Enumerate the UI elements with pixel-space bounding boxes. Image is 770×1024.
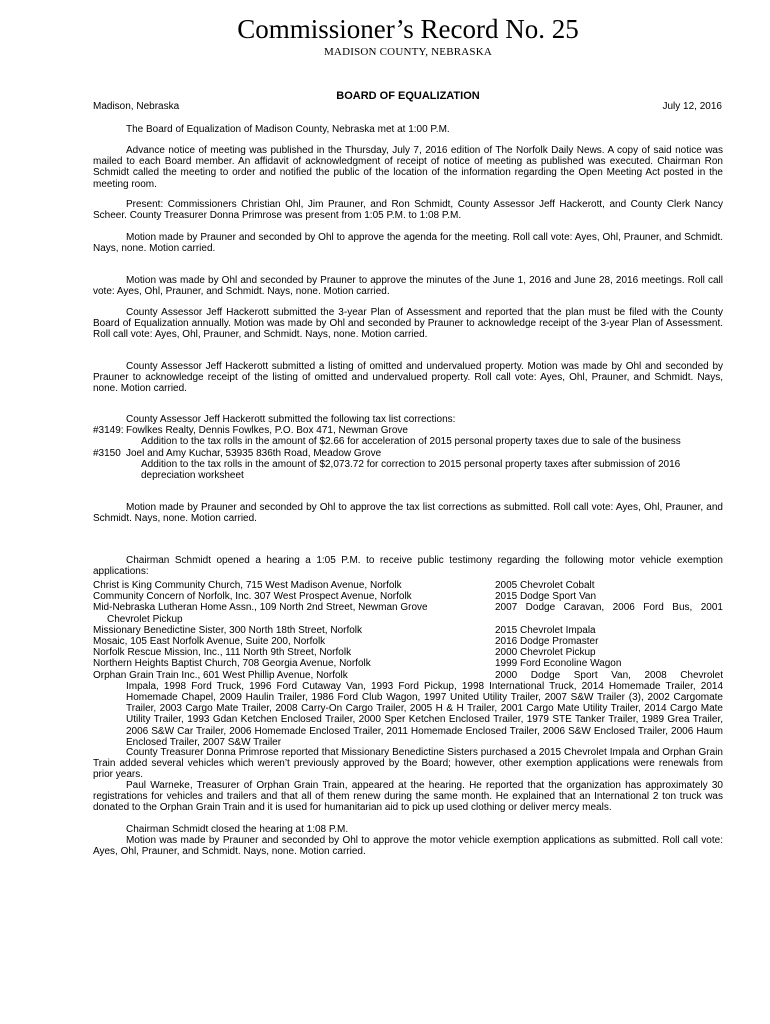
applicant-vehicles: 2005 Chevrolet Cobalt xyxy=(495,580,595,591)
list-item xyxy=(93,647,723,658)
list-item xyxy=(93,602,723,613)
correction-name: Joel and Amy Kuchar, 53935 836th Road, Meadow Grove xyxy=(126,447,382,459)
paragraph-text: Advance notice of meeting was published in the Thursday, July 7, 2016 edition of The Norfolk Daily News. A copy of said notice was mailed to each Board member. An affidavit of acknowledgment of receipt of notice of meeting as published was executed. Chairman Ron Schmidt called the meeting to order and notified the public of the location of the information regarding the Open Meeting Act posted in the meeting room. xyxy=(93,145,723,190)
applicant-name: Orphan Grain Train Inc., 601 West Phillip Avenue, Norfolk xyxy=(93,669,348,681)
paragraph-meeting-time xyxy=(93,124,723,135)
paragraph-plan-of-assessment xyxy=(93,307,723,341)
paragraph-agenda-motion xyxy=(93,232,723,254)
paragraph-text: Paul Warneke, Treasurer of Orphan Grain Train, appeared at the hearing. He reported that the organization has approximately 30 registrations for vehicles and trailers and that all of them renew during the same month. He explained that an International 2 ton truck was donated to the Orphan Grain Train and it is used for humanitarian aid to pick up used clothing or deliver mercy meals. xyxy=(93,780,723,814)
correction-number: #3149: xyxy=(93,425,124,437)
meeting-location: Madison, Nebraska xyxy=(93,101,180,112)
list-item xyxy=(93,625,723,636)
paragraph-minutes-motion xyxy=(93,275,723,297)
paragraph-text: County Treasurer Donna Primrose reported that Missionary Benedictine Sisters purchased a 2015 Chevrolet Impala and Orphan Grain Train added several vehicles which weren’t previously approved by the Board; however, other exemption applications were renewals from prior years. xyxy=(93,747,723,781)
paragraph-advance-notice xyxy=(93,145,723,190)
list-item xyxy=(93,670,723,681)
applicant-name: Community Concern of Norfolk, Inc. 307 West Prospect Avenue, Norfolk xyxy=(93,591,412,603)
paragraph-text: The Board of Equalization of Madison County, Nebraska met at 1:00 P.M. xyxy=(126,124,450,135)
paragraph-text: County Assessor Jeff Hackerott submitted a listing of omitted and undervalued property. Motion was made by Ohl and seconded by Prauner to acknowledge receipt of the listing of omitted and undervalued property. Roll call vote: Ayes, Ohl, Prauner, and Schmidt. Nays, none. Motion carried. xyxy=(93,361,723,395)
applicant-name: Missionary Benedictine Sister, 300 North 18th Street, Norfolk xyxy=(93,624,363,636)
applicant-vehicles: 2000 Dodge Sport Van, 2008 Chevrolet xyxy=(495,669,723,681)
tax-corrections-section xyxy=(93,414,723,481)
county-subtitle: MADISON COUNTY, NEBRASKA xyxy=(323,46,493,58)
correction-description: Addition to the tax rolls in the amount of $2,073.72 for correction to 2015 personal property taxes after submission of 2016 depreciation worksheet xyxy=(141,458,681,481)
list-item-continuation: Chevrolet Pickup xyxy=(107,613,183,625)
tax-correction-header xyxy=(93,425,723,436)
paragraph-text: County Assessor Jeff Hackerott submitted the following tax list corrections: xyxy=(126,414,456,425)
dateline xyxy=(93,101,723,113)
paragraph-treasurer-report xyxy=(93,747,723,781)
applicant-vehicles: 2015 Chevrolet Impala xyxy=(495,624,596,636)
correction-name: Fowlkes Realty, Dennis Fowlkes, P.O. Box 471, Newman Grove xyxy=(126,425,408,437)
applicant-name: Christ is King Community Church, 715 West Madison Avenue, Norfolk xyxy=(93,580,402,591)
applicant-vehicles-continued: Impala, 1998 Ford Truck, 1996 Ford Cutaway Van, 1993 Ford Pickup, 1998 International Truck, 2014 Homemade Trailer, 2014 Homemade Chapel, 2009 Haulin Trailer, 1986 Ford Club Wagon, 1997 United Utility Trailer, 2007 S&W Trailer (3), 2002 Cargomate Trailer, 2003 Cargo Mate Trailer, 2008 Carry-On Cargo Trailer, 2005 H & H Trailer, 2001 Cargo Mate Utility Trailer, 2014 Cargo Mate Utility Trailer, 1993 Gdan Ketchen Enclosed Trailer, 2000 Sper Ketchen Enclosed Trailer, 1979 STE Tanker Trailer, 1989 Grea Trailer, 2006 S&W Car Trailer, 2006 Homemade Enclosed Trailer, 2011 Homemade Enclosed Trailer, 2006 S&W Enclosed Trailer, 2006 Haum Enclosed Trailer, 2007 S&W Trailer xyxy=(126,680,723,748)
applicant-vehicles: 2000 Chevrolet Pickup xyxy=(495,647,596,659)
paragraph-text: Chairman Schmidt opened a hearing a 1:05 P.M. to receive public testimony regarding the following motor vehicle exemption applications: xyxy=(93,555,723,578)
list-item xyxy=(93,658,723,669)
tax-correction-header xyxy=(93,448,723,459)
applicant-name: Norfolk Rescue Mission, Inc., 111 North 9th Street, Norfolk xyxy=(93,647,352,659)
paragraph-hearing-opened xyxy=(93,555,723,577)
applicant-vehicles: 2007 Dodge Caravan, 2006 Ford Bus, 2001 xyxy=(495,602,723,614)
applicant-vehicles: 1999 Ford Econoline Wagon xyxy=(495,658,622,670)
paragraph-text: Motion made by Prauner and seconded by Ohl to approve the agenda for the meeting. Roll call vote: Ayes, Ohl, Prauner, and Schmidt. Nays, none. Motion carried. xyxy=(93,232,723,255)
page-title: Commissioner’s Record No. 25 xyxy=(237,14,579,44)
paragraph-omitted-property xyxy=(93,361,723,395)
paragraph-warneke-testimony xyxy=(93,780,723,814)
paragraph-text: Motion made by Prauner and seconded by Ohl to approve the tax list corrections as submitted. Roll call vote: Ayes, Ohl, Prauner, and Schmidt. Nays, none. Motion carried. xyxy=(93,502,723,525)
list-item xyxy=(93,591,723,602)
applicant-vehicles: 2016 Dodge Promaster xyxy=(495,635,599,647)
section-heading: BOARD OF EQUALIZATION xyxy=(336,90,480,102)
applicant-vehicles: 2015 Dodge Sport Van xyxy=(495,591,597,603)
meeting-date: July 12, 2016 xyxy=(662,101,722,112)
correction-number: #3150 xyxy=(93,447,121,459)
paragraph-hearing-closed xyxy=(93,824,723,858)
paragraph-tax-corrections-motion xyxy=(93,502,723,524)
applicant-name: Northern Heights Baptist Church, 708 Georgia Avenue, Norfolk xyxy=(93,658,371,670)
applicant-name: Mid-Nebraska Lutheran Home Assn., 109 North 2nd Street, Newman Grove xyxy=(93,602,428,614)
paragraph-present xyxy=(93,199,723,221)
paragraph-text: Motion was made by Prauner and seconded by Ohl to approve the motor vehicle exemption applications as submitted. Roll call vote: Ayes, Ohl, Prauner, and Schmidt. Nays, none. Motion carried. xyxy=(93,835,723,858)
list-item xyxy=(93,636,723,647)
paragraph-text: Present: Commissioners Christian Ohl, Jim Prauner, and Ron Schmidt, County Assessor Jeff Hackerott, and County Clerk Nancy Scheer. County Treasurer Donna Primrose was present from 1:05 P.M. to 1:08 P.M. xyxy=(93,199,723,222)
paragraph-text: County Assessor Jeff Hackerott submitted the 3-year Plan of Assessment and reported that the plan must be filed with the County Board of Equalization annually. Motion was made by Ohl and seconded by Prauner to acknowledge receipt of the 3-year Plan of Assessment. Roll call vote: Ayes, Ohl, Prauner, and Schmidt. Nays, none. Motion carried. xyxy=(93,307,723,341)
vehicle-exemption-list xyxy=(93,580,723,748)
paragraph-text: Motion was made by Ohl and seconded by Prauner to approve the minutes of the June 1, 2016 and June 28, 2016 meetings. Roll call vote: Ayes, Ohl, Prauner, and Schmidt. Nays, none. Motion carried. xyxy=(93,275,723,298)
paragraph-text: Chairman Schmidt closed the hearing at 1:08 P.M. xyxy=(126,824,349,835)
list-item xyxy=(93,580,723,591)
correction-description: Addition to the tax rolls in the amount of $2.66 for acceleration of 2015 personal property taxes due to sale of the business xyxy=(141,436,681,448)
applicant-name: Mosaic, 105 East Norfolk Avenue, Suite 200, Norfolk xyxy=(93,635,326,647)
